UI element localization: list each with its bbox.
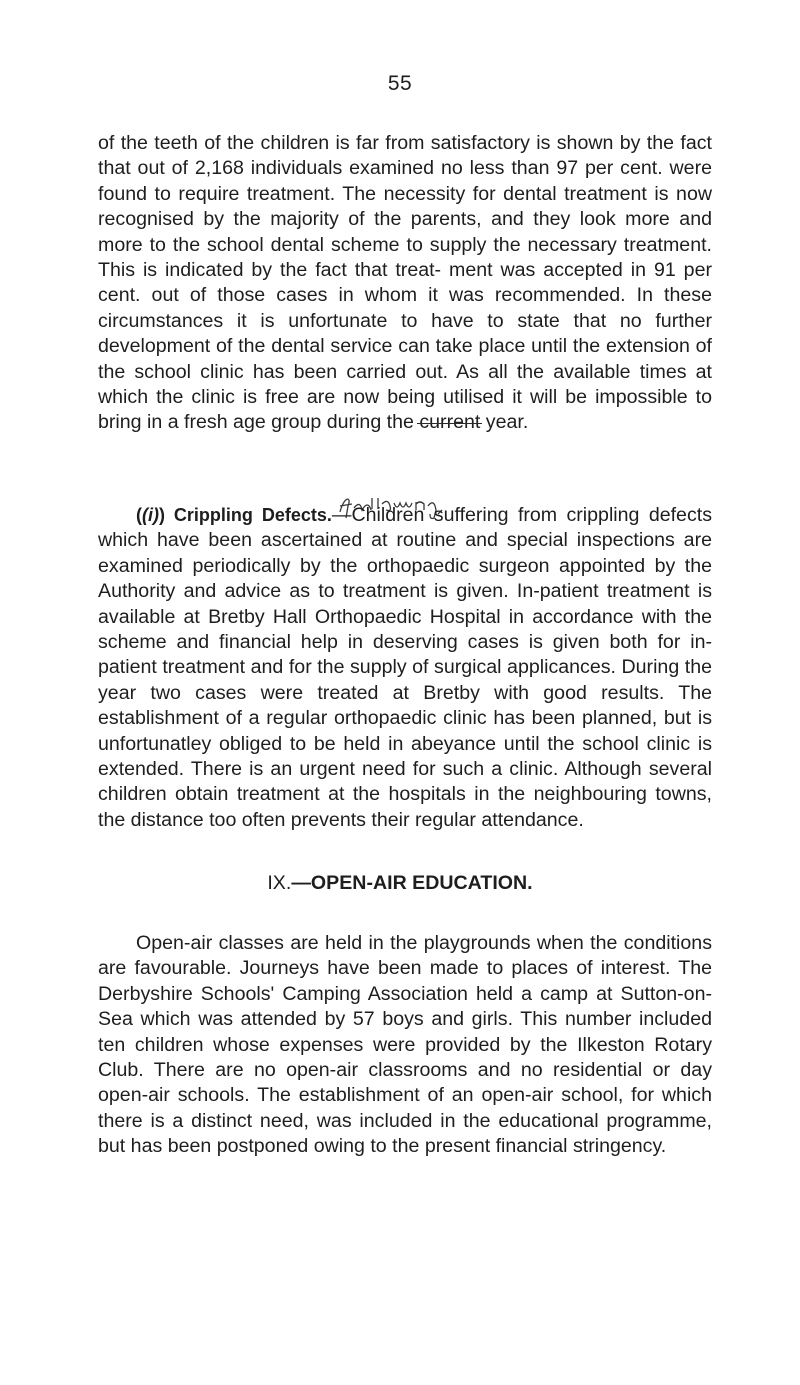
paragraph-text-end: year. <box>485 411 529 434</box>
paragraph-dental-treatment <box>98 131 712 436</box>
page-number: 55 <box>387 72 413 95</box>
paragraph-open-air-education: Open-air classes are held in the playgrounds when the conditions are favourable. Journeys have been made to places of interest. The Derbyshire Schools' Camping Association held a camp at Sutton-on-Sea which was attended by 57 boys and girls. This number included ten children whose expenses were provided by the Ilkeston Rotary Club. There are no open-air classrooms and no residential or day open-air schools. The establishment of an open-air school, for which there is a distinct need, was included in the educational programme, but has been postponed owing to the present financial stringency. <box>98 932 712 1158</box>
section-heading-open-air <box>0 872 800 895</box>
struck-through-word: current <box>419 411 481 434</box>
section-label-crippling: ((i)) Crippling Defects. <box>136 505 332 525</box>
paragraph-text: of the teeth of the children is far from satisfactory is shown by the fact that out of 2,168 individuals examined no less than 97 per cent. were found to require treatment. The necessity for dental treatment is now recognised by the majority of the parents, and they look more and more to the school dental scheme to supply the necessary treatment. This is indicated by the fact that treat- ment was accepted in 91 per cent. out of those cases in whom it was recommended. In these circumstances it is unfortunate to have to state that no further development of the dental service can take place until the extension of the school clinic has been carried out. As all the available times at which the clinic is free are now being utilised it will be impossible to bring in a fresh age group during the <box>98 132 712 434</box>
paragraph-crippling-defects <box>98 503 712 833</box>
heading-title: —OPEN-AIR EDUCATION. <box>291 872 533 894</box>
heading-numeral: IX. <box>267 872 292 894</box>
paragraph-text: —Children suffering from crippling defects which have been ascertained at routine and special inspections are examined periodically by the orthopaedic surgeon appointed by the Authority and advice as to treatment is given. In-patient treatment is available at Bretby Hall Orthopaedic Hospital in accordance with the scheme and financial help in deserving cases is given both for in-patient treatment and for the supply of surgical applicances. During the year two cases were treated at Bretby with good results. The establishment of a regular orthopaedic clinic has been planned, but is unfortunatley obliged to be held in abeyance until the school clinic is extended. There is an urgent need for such a clinic. Although several children obtain treatment at the hospitals in the neighbouring towns, the distance too often prevents their regular attendance. <box>98 504 712 831</box>
